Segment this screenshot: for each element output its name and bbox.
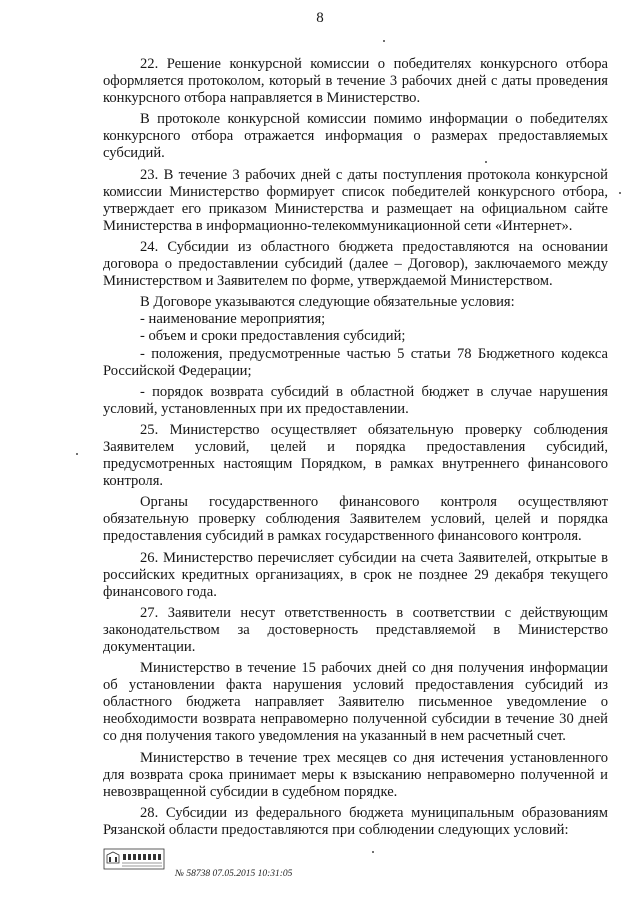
scan-speck bbox=[372, 851, 374, 853]
scan-speck bbox=[619, 192, 621, 194]
scan-speck bbox=[76, 453, 78, 455]
paragraph-24: 24. Субсидии из областного бюджета предоставляются на основании договора о предоставлении субсидий (далее – Договор), заключаемого между Министерством и Заявителем по форме, утверждаемой Министерством. bbox=[103, 238, 608, 290]
document-body bbox=[103, 56, 608, 839]
registry-stamp-icon bbox=[103, 848, 165, 870]
paragraph-27-recovery: Министерство в течение трех месяцев со дня истечения установленного для возврата срока принимает меры к взысканию неправомерно полученной и невозвращенной субсидии в судебном порядке. bbox=[103, 749, 608, 800]
paragraph-28: 28. Субсидии из федерального бюджета муниципальным образованиям Рязанской области предоставляются при соблюдении следующих условий: bbox=[103, 804, 608, 838]
list-item-return-order: - порядок возврата субсидий в областной бюджет в случае нарушения условий, установленных при их предоставлении. bbox=[103, 383, 608, 417]
paragraph-22-protocol: В протоколе конкурсной комиссии помимо информации о победителях конкурсного отбора отражается информация о размерах предоставляемых субсидий. bbox=[103, 111, 608, 162]
paragraph-22: 22. Решение конкурсной комиссии о победителях конкурсного отбора оформляется протоколом, который в течение 3 рабочих дней с даты проведения конкурсного отбора направляется в Министерство. bbox=[103, 56, 608, 107]
paragraph-26: 26. Министерство перечисляет субсидии на счета Заявителей, открытые в российских кредитных организациях, в срок не позднее 29 декабря текущего финансового года. bbox=[103, 549, 608, 600]
list-item-event-name: - наименование мероприятия; bbox=[140, 311, 326, 328]
list-item-volume-terms: - объем и сроки предоставления субсидий; bbox=[140, 328, 406, 345]
paragraph-25: 25. Министерство осуществляет обязательную проверку соблюдения Заявителем условий, целей и порядка предоставления субсидий, предусмотренных настоящим Порядком, в рамках внутреннего финансового контроля. bbox=[103, 421, 608, 490]
paragraph-24-conditions-intro: В Договоре указываются следующие обязательные условия: bbox=[140, 294, 515, 311]
paragraph-25-state-control: Органы государственного финансового контроля осуществляют обязательную проверку соблюдения Заявителем условий, целей и порядка предоставления субсидий в рамках государственного финансового контроля. bbox=[103, 494, 608, 545]
scan-speck bbox=[485, 161, 487, 163]
paragraph-23: 23. В течение 3 рабочих дней с даты поступления протокола конкурсной комиссии Министерство формирует список победителей конкурсного отбора, утверждает его приказом Министерства и размещает на официальном сайте Министерства в информационно-телекоммуникационной сети «Интернет». bbox=[103, 166, 608, 234]
scan-speck bbox=[383, 40, 385, 42]
page-number: 8 bbox=[316, 10, 324, 26]
paragraph-27: 27. Заявители несут ответственность в соответствии с действующим законодательством за достоверность представляемой в Министерство документации. bbox=[103, 604, 608, 655]
document-registration-number: № 58738 07.05.2015 10:31:05 bbox=[175, 869, 293, 879]
list-item-budget-code: - положения, предусмотренные частью 5 статьи 78 Бюджетного кодекса Российской Федерации; bbox=[103, 345, 608, 379]
paragraph-27-notification: Министерство в течение 15 рабочих дней со дня получения информации об установлении факта нарушения условий предоставления субсидий из областного бюджета направляет Заявителю письменное уведомление о необходимости возврата неправомерно полученной субсидии в течение 30 дней со дня получения такого уведомления на указанный в нем расчетный счет. bbox=[103, 660, 608, 745]
